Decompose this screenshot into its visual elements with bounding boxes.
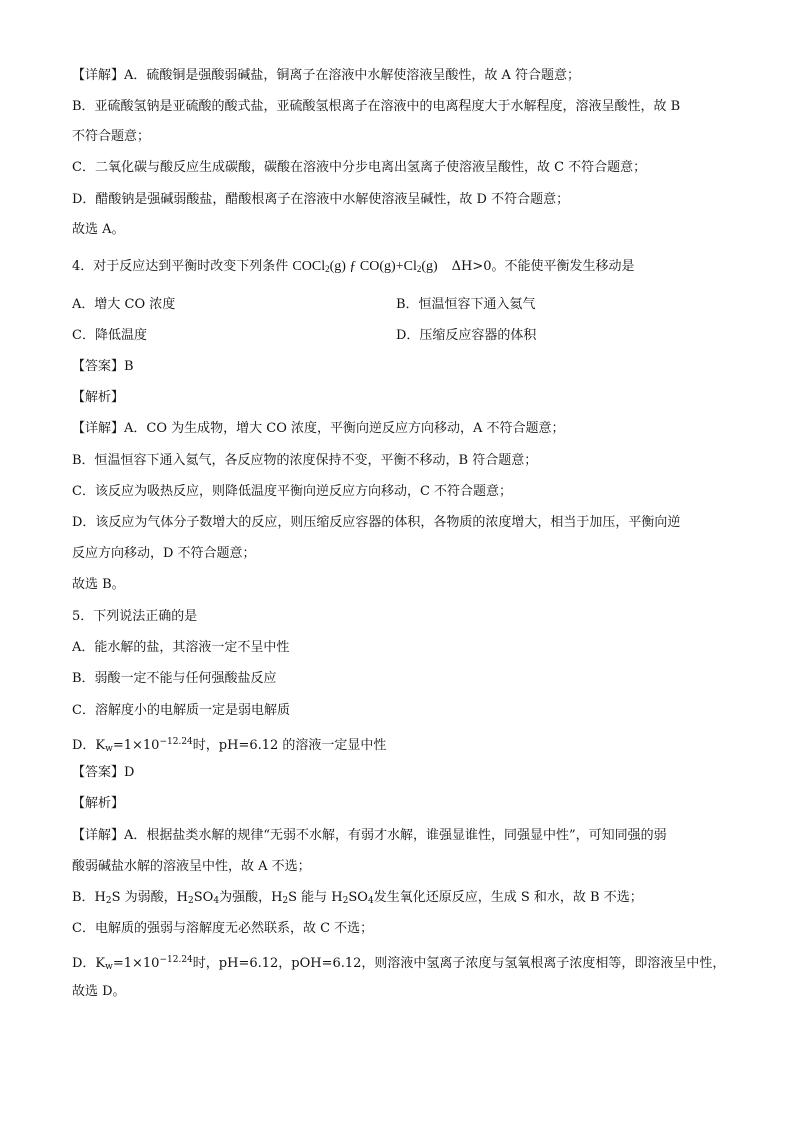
option-c: C．降低温度 — [72, 328, 147, 343]
explanation-line: C．该反应为吸热反应，则降低温度平衡向逆反应方向移动，C 不符合题意； — [72, 484, 513, 499]
explanation-line: D．该反应为气体分子数增大的反应，则压缩反应容器的体积，各物质的浓度增大，相当于加压，平衡向逆 — [72, 515, 681, 530]
option-a: A．增大 CO 浓度 — [72, 297, 176, 312]
explanation-line: B．$H_2S$ 为弱酸，$H_2SO_4$为强酸，$H_2S$ 能与 $H_2SO_4$发生氧化还原反应，生成 S 和水，故 B 不选； — [72, 890, 643, 906]
explanation-line: 【详解】A．根据盐类水解的规律“无弱不水解，有弱才水解，谁强显谁性，同强显中性”，可知同强的弱 — [72, 828, 667, 843]
question-4-prefix: 4．对于反应达到平衡时改变下列条件 — [72, 259, 289, 274]
question-4-stem — [72, 258, 635, 278]
explanation-line: 【详解】A．CO 为生成物，增大 CO 浓度，平衡向逆反应方向移动，A 不符合题意； — [72, 421, 565, 436]
answer-label: 【答案】D — [72, 765, 135, 780]
explanation-line: C．电解质的强弱与溶解度无必然联系，故 C 不选； — [72, 921, 374, 936]
analysis-label: 【解析】 — [72, 796, 125, 811]
explanation-line: D．醋酸钠是强碱弱酸盐，醋酸根离子在溶液中水解使溶液呈碱性，故 D 不符合题意； — [72, 192, 570, 207]
option-b: B．恒温恒容下通入氦气 — [396, 297, 536, 312]
conclusion-line: 故选 B。 — [72, 577, 125, 592]
question-4-suffix: ΔH>0。不能使平衡发生移动是 — [451, 259, 635, 274]
question-5-stem: 5．下列说法正确的是 — [72, 609, 198, 624]
explanation-line: 不符合题意； — [72, 129, 151, 144]
option-c: C．溶解度小的电解质一定是弱电解质 — [72, 703, 290, 718]
explanation-line: 酸弱碱盐水解的溶液呈中性，故 A 不选； — [72, 859, 311, 874]
explanation-line: C．二氧化碳与酸反应生成碳酸，碳酸在溶液中分步电离出氢离子使溶液呈酸性，故 C 不符合题意； — [72, 160, 647, 175]
explanation-line: 反应方向移动，D 不符合题意； — [72, 546, 256, 561]
option-d: D．压缩反应容器的体积 — [396, 328, 537, 343]
conclusion-line: 故选 D。 — [72, 984, 126, 999]
explanation-line: B．亚硫酸氢钠是亚硫酸的酸式盐，亚硫酸氢根离子在溶液中的电离程度大于水解程度，溶液呈酸性，故 B — [72, 99, 681, 114]
answer-label: 【答案】B — [72, 359, 134, 374]
explanation-line: 【详解】A．硫酸铜是强酸弱碱盐，铜离子在溶液中水解使溶液呈酸性，故 A 符合题意； — [72, 68, 581, 83]
option-d: D．$K_w=1\times 10^{-12.24}$时，pH=6.12 的溶液一定显中性 — [72, 737, 387, 754]
option-a: A．能水解的盐，其溶液一定不呈中性 — [72, 640, 290, 655]
conclusion-line: 故选 A。 — [72, 222, 125, 237]
reaction-equation: COCl$_2$(g) ƒ $CO(g)+Cl_2(g)$ — [292, 259, 438, 274]
explanation-line: B．恒温恒容下通入氦气，各反应物的浓度保持不变，平衡不移动，B 符合题意； — [72, 453, 538, 468]
option-b: B．弱酸一定不能与任何强酸盐反应 — [72, 671, 277, 686]
analysis-label: 【解析】 — [72, 390, 125, 405]
explanation-line: D．$K_w=1\times 10^{-12.24}$时，pH=6.12，pOH=6.12，则溶液中氢离子浓度与氢氧根离子浓度相等，即溶液呈中性， — [72, 955, 726, 972]
